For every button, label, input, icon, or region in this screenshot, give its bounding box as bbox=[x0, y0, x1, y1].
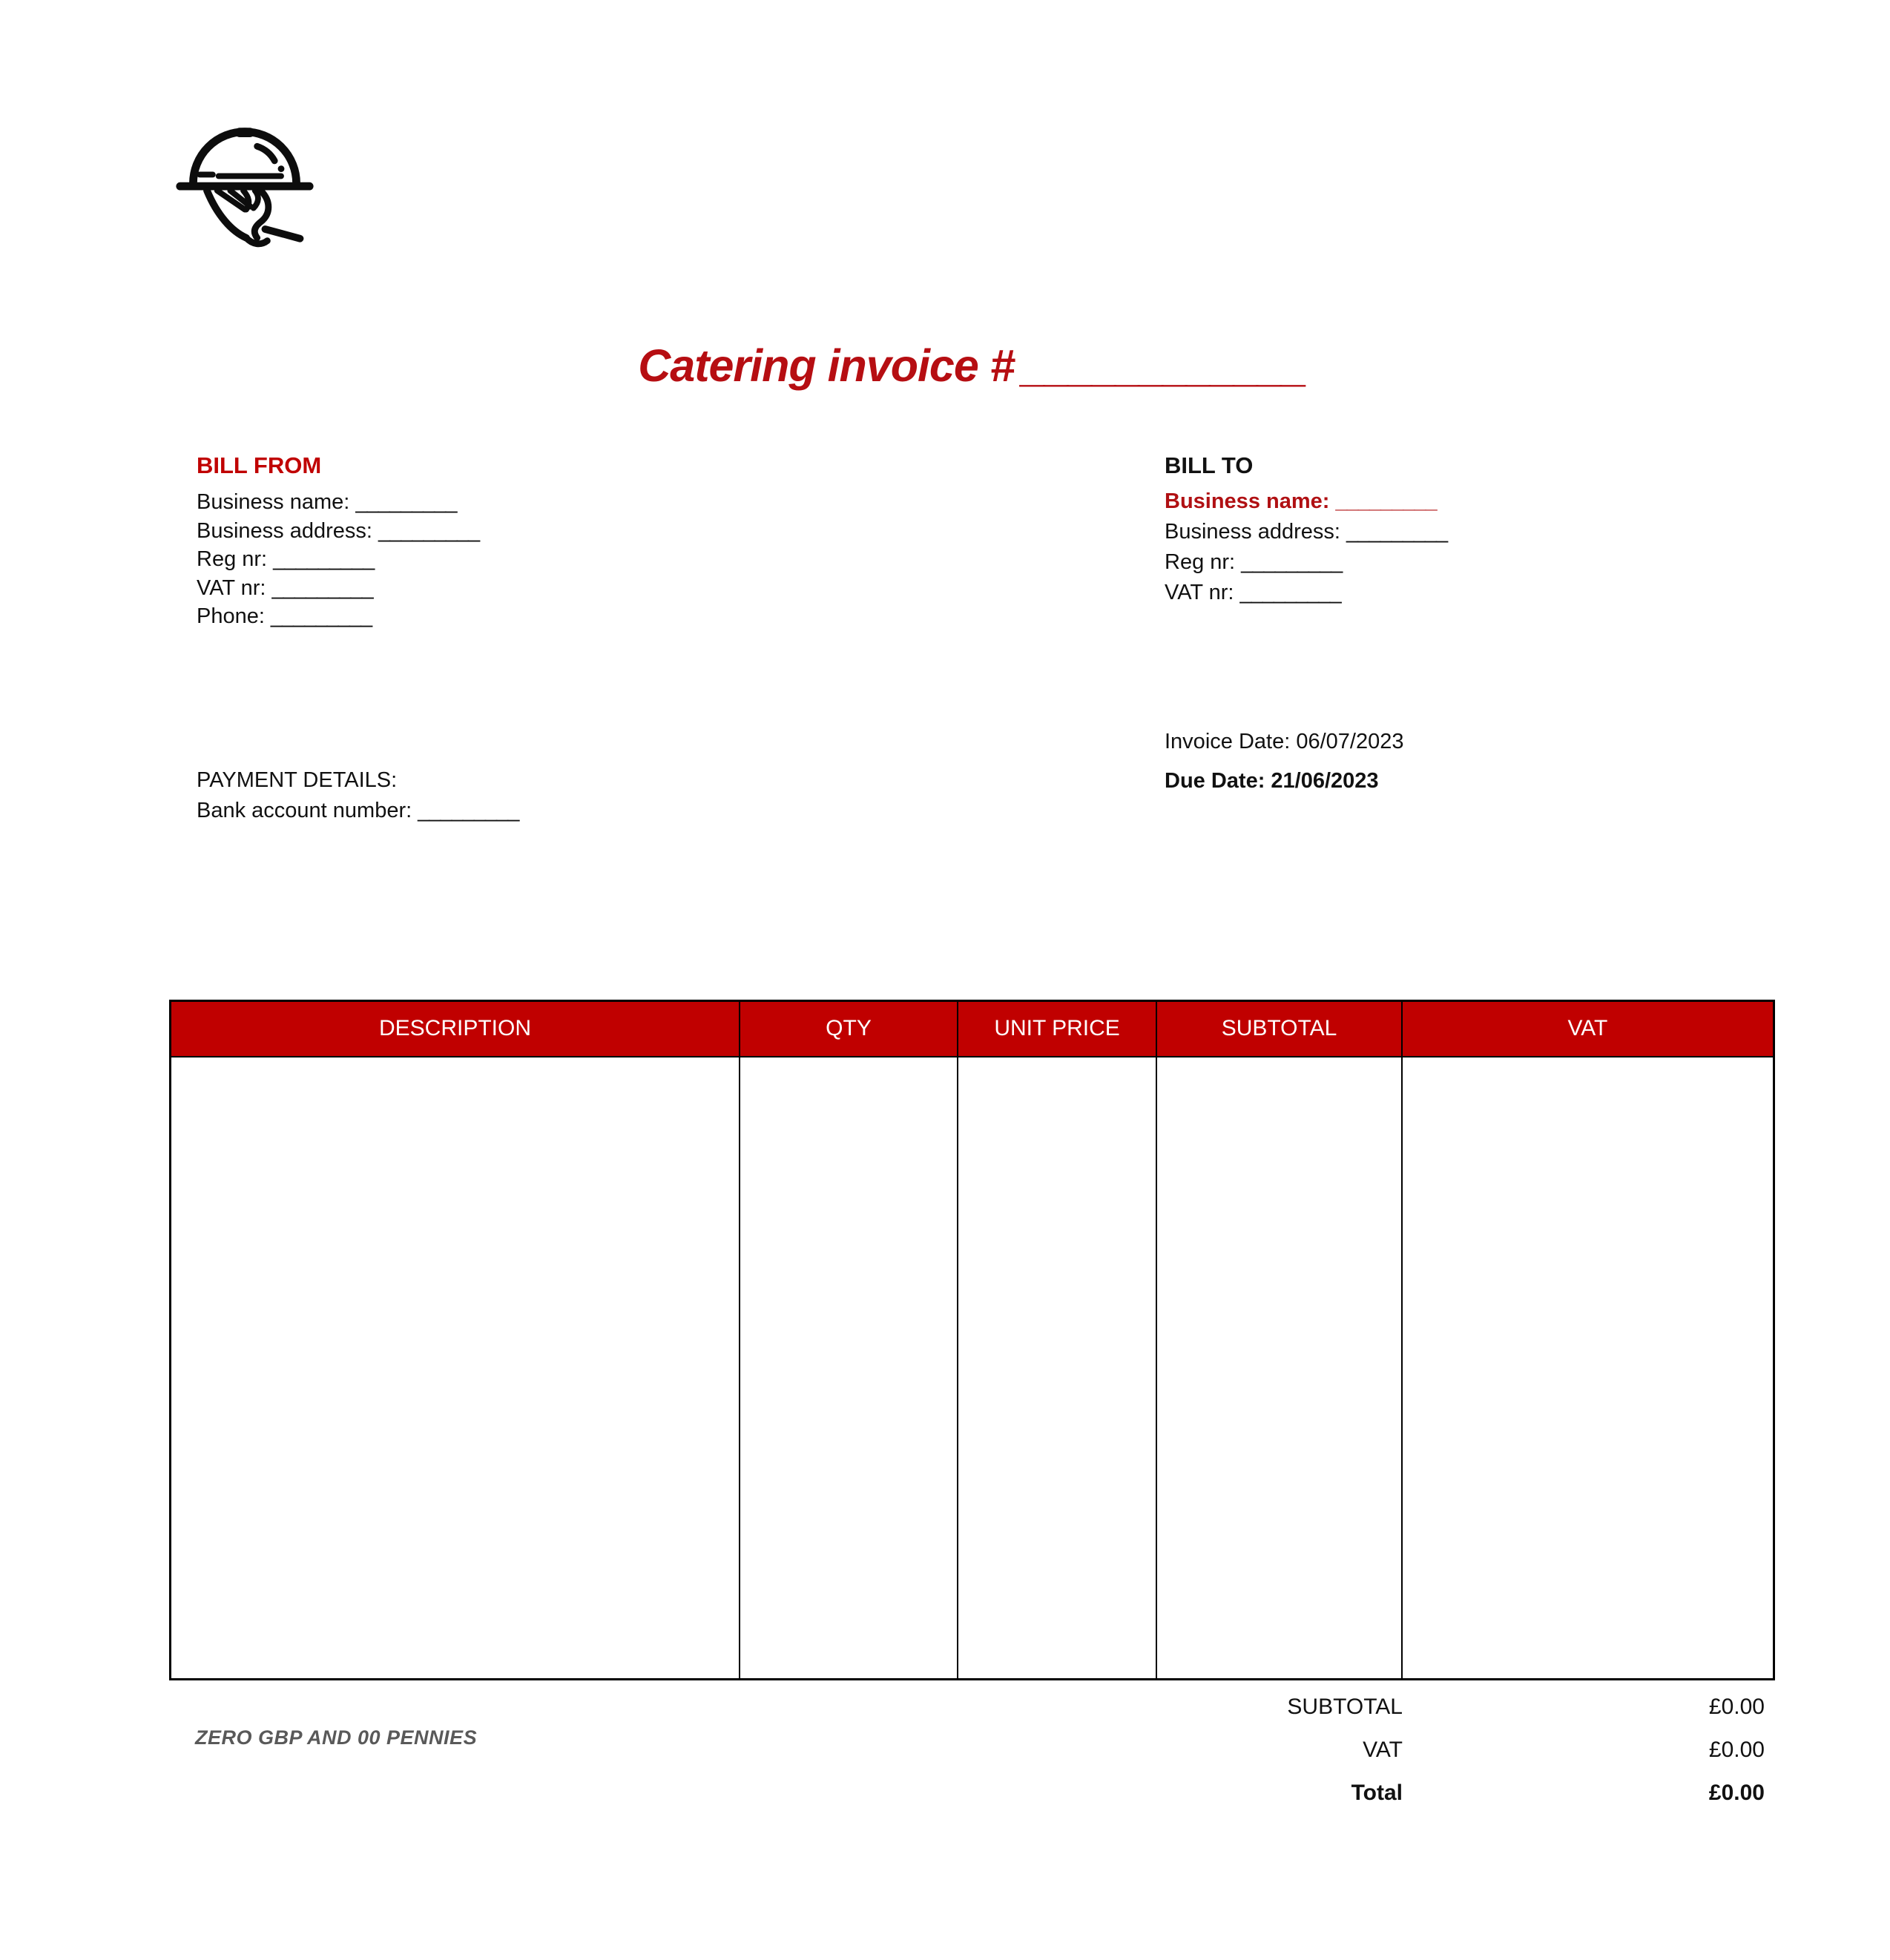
subtotal-label: SUBTOTAL bbox=[1287, 1695, 1403, 1719]
due-date-label: Due Date: bbox=[1165, 769, 1265, 793]
bill-from-business-name bbox=[197, 488, 479, 517]
due-date-line bbox=[1165, 769, 1403, 793]
bill-from-section bbox=[197, 452, 479, 631]
title-text: Catering invoice # bbox=[638, 340, 1015, 391]
col-header-subtotal: SUBTOTAL bbox=[1156, 1001, 1402, 1057]
cell-qty[interactable] bbox=[740, 1057, 958, 1680]
total-row bbox=[169, 1772, 1775, 1815]
field-label: Business address: bbox=[197, 518, 372, 543]
subtotal-value: £0.00 bbox=[1708, 1695, 1765, 1719]
phone-blank[interactable]: _________ bbox=[270, 604, 372, 628]
dates-section bbox=[1165, 730, 1403, 808]
field-label: Reg nr: bbox=[1165, 550, 1236, 574]
col-header-qty: QTY bbox=[740, 1001, 958, 1057]
business-address-blank[interactable]: _________ bbox=[1346, 520, 1448, 544]
invoice-date-value: 06/07/2023 bbox=[1296, 730, 1404, 753]
cloche-serving-hand-icon bbox=[172, 121, 317, 263]
table-row bbox=[171, 1057, 1774, 1680]
amount-in-words: ZERO GBP AND 00 PENNIES bbox=[195, 1726, 478, 1749]
vat-label: VAT bbox=[1363, 1738, 1403, 1762]
payment-details-heading: PAYMENT DETAILS: bbox=[197, 768, 398, 792]
business-address-blank[interactable]: _________ bbox=[378, 518, 480, 543]
reg-nr-blank[interactable]: _________ bbox=[273, 547, 375, 571]
bill-from-vat-nr bbox=[197, 574, 479, 603]
total-label: Total bbox=[1351, 1781, 1403, 1805]
catering-logo bbox=[172, 121, 317, 263]
field-label: Business name: bbox=[197, 490, 350, 514]
invoice-date-label: Invoice Date: bbox=[1165, 730, 1291, 753]
field-label: Reg nr: bbox=[197, 547, 268, 571]
col-header-vat: VAT bbox=[1402, 1001, 1774, 1057]
col-header-unit-price: UNIT PRICE bbox=[958, 1001, 1156, 1057]
bill-to-business-name bbox=[1165, 486, 1447, 517]
bill-from-phone bbox=[197, 602, 479, 631]
field-label: VAT nr: bbox=[197, 575, 266, 600]
field-label: Bank account number: bbox=[197, 799, 412, 822]
bill-to-vat-nr bbox=[1165, 578, 1447, 608]
col-header-description: DESCRIPTION bbox=[171, 1001, 740, 1057]
due-date-value: 21/06/2023 bbox=[1271, 769, 1379, 793]
table-header-row bbox=[171, 1001, 1774, 1057]
vat-nr-blank[interactable]: _________ bbox=[1239, 581, 1341, 604]
line-items-table bbox=[169, 1000, 1775, 1680]
bill-from-reg-nr bbox=[197, 545, 479, 574]
business-name-blank[interactable]: _________ bbox=[355, 490, 457, 514]
business-name-blank[interactable]: _________ bbox=[1335, 489, 1437, 513]
cell-unit-price[interactable] bbox=[958, 1057, 1156, 1680]
invoice-date-line bbox=[1165, 730, 1403, 754]
vat-nr-blank[interactable]: _________ bbox=[271, 575, 373, 600]
vat-value: £0.00 bbox=[1708, 1738, 1765, 1762]
cell-vat[interactable] bbox=[1402, 1057, 1774, 1680]
totals-section bbox=[169, 1686, 1775, 1815]
bill-from-business-address bbox=[197, 517, 479, 546]
bank-account-blank[interactable]: _________ bbox=[418, 799, 519, 822]
page-title bbox=[169, 340, 1775, 392]
field-label: Phone: bbox=[197, 604, 265, 628]
cell-subtotal[interactable] bbox=[1156, 1057, 1402, 1680]
subtotal-row bbox=[169, 1686, 1775, 1729]
bill-to-section bbox=[1165, 452, 1447, 608]
bill-to-business-address bbox=[1165, 517, 1447, 547]
bank-account-line bbox=[197, 796, 518, 826]
total-value: £0.00 bbox=[1708, 1781, 1765, 1805]
payment-details-section bbox=[197, 765, 518, 826]
field-label: VAT nr: bbox=[1165, 581, 1234, 604]
reg-nr-blank[interactable]: _________ bbox=[1241, 550, 1343, 574]
field-label: Business name: bbox=[1165, 489, 1330, 513]
bill-from-heading: BILL FROM bbox=[197, 452, 322, 478]
invoice-number-blank[interactable]: ____________ bbox=[1021, 340, 1306, 391]
cell-description[interactable] bbox=[171, 1057, 740, 1680]
bill-to-heading: BILL TO bbox=[1165, 452, 1254, 478]
field-label: Business address: bbox=[1165, 520, 1340, 544]
bill-to-reg-nr bbox=[1165, 547, 1447, 578]
